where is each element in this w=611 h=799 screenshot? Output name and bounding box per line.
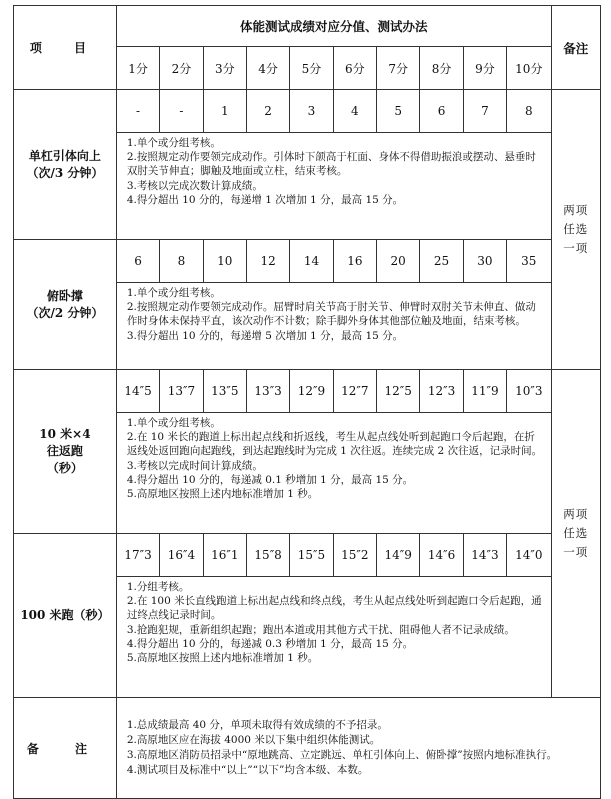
value-cell: 12″9: [290, 370, 333, 413]
footer-notes: [116, 698, 600, 799]
rule-line: 3.考核以完成次数计算成绩。: [126, 179, 263, 192]
rules-pullup: [116, 133, 551, 240]
rule-line: 2.在 100 米长直线跑道上标出起点线和终点线，考生从起点线处听到起跑口令后起跑，通过终点线记录时间。: [126, 595, 542, 622]
value-cell: 15″8: [246, 534, 289, 577]
side-note-line: 一项: [563, 545, 589, 559]
side-note-line: 两项: [563, 203, 589, 217]
table-title: 体能测试成绩对应分值、测试办法: [116, 6, 551, 47]
value-cell: 15″2: [333, 534, 376, 577]
value-cell: 17″3: [116, 534, 159, 577]
value-cell: 12″5: [377, 370, 420, 413]
value-cell: 10: [203, 240, 246, 283]
value-cell: 1: [203, 90, 246, 133]
item-100m-run: [14, 534, 117, 698]
score-header: 8分: [420, 47, 463, 90]
value-cell: 11″9: [463, 370, 506, 413]
header-note-label: 备注: [551, 6, 600, 90]
rule-line: 2.按照规定动作要领完成动作。屈臂时肩关节高于肘关节、伸臂时双肘关节未伸直、做动作时身体未保持平直，该次动作不计数；除手脚外身体其他部位触及地面，结束考核。: [126, 301, 536, 328]
side-note-group1: [551, 90, 600, 370]
value-cell: 16″1: [203, 534, 246, 577]
value-cell: 8: [507, 90, 551, 133]
item-name: 10 米×4: [39, 427, 91, 441]
footer-note-line: 1.总成绩最高 40 分，单项未取得有效成绩的不予招录。: [126, 719, 388, 731]
rules-shuttle-run: [116, 413, 551, 534]
item-unit: （秒）: [46, 461, 83, 475]
value-cell: 6: [116, 240, 159, 283]
fitness-score-table: [13, 5, 601, 799]
value-cell: 16: [333, 240, 376, 283]
score-header: 10分: [507, 47, 551, 90]
value-cell: 20: [377, 240, 420, 283]
side-note-group2: [551, 370, 600, 698]
value-cell: 35: [507, 240, 551, 283]
value-cell: 13″3: [246, 370, 289, 413]
value-cell: 13″5: [203, 370, 246, 413]
rule-line: 1.单个或分组考核。: [126, 137, 221, 149]
rule-line: 3.考核以完成时间计算成绩。: [126, 459, 263, 472]
value-cell: -: [116, 90, 159, 133]
value-cell: 3: [290, 90, 333, 133]
value-cell: 14: [290, 240, 333, 283]
rule-line: 2.在 10 米长的跑道上标出起点线和折返线，考生从起点线处听到起跑口令后起跑，在折返线处返回跑向起跑线，到达起跑线时为完成 1 次往返。连续完成 2 次往返，记录时间。: [126, 431, 543, 458]
header-item-label: 项 目: [14, 6, 117, 90]
score-header: 4分: [246, 47, 289, 90]
value-cell: 8: [160, 240, 203, 283]
value-cell: 6: [420, 90, 463, 133]
item-shuttle-run: [14, 370, 117, 534]
rule-line: 1.单个或分组考核。: [126, 417, 221, 429]
side-note-line: 两项: [563, 507, 589, 521]
side-note-line: 任选: [563, 222, 589, 236]
item-name: 单杠引体向上: [28, 148, 101, 163]
item-name: 往返跑: [46, 444, 83, 458]
rule-line: 4.得分超出 10 分的，每递减 0.3 秒增加 1 分，最高 15 分。: [126, 637, 414, 650]
item-name: 俯卧撑: [46, 288, 83, 303]
score-header: 7分: [377, 47, 420, 90]
footer-note-label: 备 注: [14, 698, 117, 799]
item-pushup: [14, 240, 117, 370]
footer-note-line: 4.测试项目及标准中“以上”“以下”均含本级、本数。: [126, 764, 369, 776]
value-cell: 12: [246, 240, 289, 283]
rule-line: 5.高原地区按照上述内地标准增加 1 秒。: [126, 488, 319, 501]
value-cell: 2: [246, 90, 289, 133]
score-header: 6分: [333, 47, 376, 90]
rule-line: 1.分组考核。: [126, 581, 190, 593]
rules-pushup: [116, 283, 551, 370]
value-cell: 13″7: [160, 370, 203, 413]
value-cell: 14″5: [116, 370, 159, 413]
rule-line: 3.得分超出 10 分的，每递增 5 次增加 1 分，最高 15 分。: [126, 329, 404, 342]
value-cell: 14″0: [507, 534, 551, 577]
item-name: 100 米跑（秒）: [20, 608, 110, 622]
value-cell: 5: [377, 90, 420, 133]
score-header: 2分: [160, 47, 203, 90]
score-header: 3分: [203, 47, 246, 90]
value-cell: 12″3: [420, 370, 463, 413]
rules-100m-run: [116, 577, 551, 698]
rule-line: 1.单个或分组考核。: [126, 287, 221, 299]
value-cell: 15″5: [290, 534, 333, 577]
value-cell: 30: [463, 240, 506, 283]
value-cell: 10″3: [507, 370, 551, 413]
value-cell: 7: [463, 90, 506, 133]
rule-line: 2.按照规定动作要领完成动作。引体时下颌高于杠面、身体不得借助振浪或摆动、悬垂时双肘关节伸直；脚触及地面或立柱，结束考核。: [126, 151, 536, 178]
score-header: 5分: [290, 47, 333, 90]
rule-line: 5.高原地区按照上述内地标准增加 1 秒。: [126, 652, 319, 665]
value-cell: 4: [333, 90, 376, 133]
value-cell: 14″6: [420, 534, 463, 577]
item-pullup: [14, 90, 117, 240]
rule-line: 4.得分超出 10 分的，每递增 1 次增加 1 分，最高 15 分。: [126, 193, 404, 206]
item-unit: （次/2 分钟）: [26, 305, 104, 320]
footer-note-line: 2.高原地区应在海拔 4000 米以下集中组织体能测试。: [126, 734, 381, 746]
value-cell: 12″7: [333, 370, 376, 413]
value-cell: 16″4: [160, 534, 203, 577]
side-note-line: 一项: [563, 241, 589, 255]
side-note-line: 任选: [563, 526, 589, 540]
value-cell: 14″3: [463, 534, 506, 577]
footer-note-line: 3.高原地区消防员招录中“原地跳高、立定跳远、单杠引体向上、俯卧撑”按照内地标准执行。: [126, 749, 558, 761]
score-header: 1分: [116, 47, 159, 90]
rule-line: 4.得分超出 10 分的，每递减 0.1 秒增加 1 分，最高 15 分。: [126, 473, 414, 486]
item-unit: （次/3 分钟）: [26, 165, 104, 180]
score-header: 9分: [463, 47, 506, 90]
value-cell: 25: [420, 240, 463, 283]
value-cell: 14″9: [377, 534, 420, 577]
value-cell: -: [160, 90, 203, 133]
rule-line: 3.抢跑犯规，重新组织起跑；跑出本道或用其他方式干扰、阻碍他人者不记录成绩。: [126, 623, 515, 636]
